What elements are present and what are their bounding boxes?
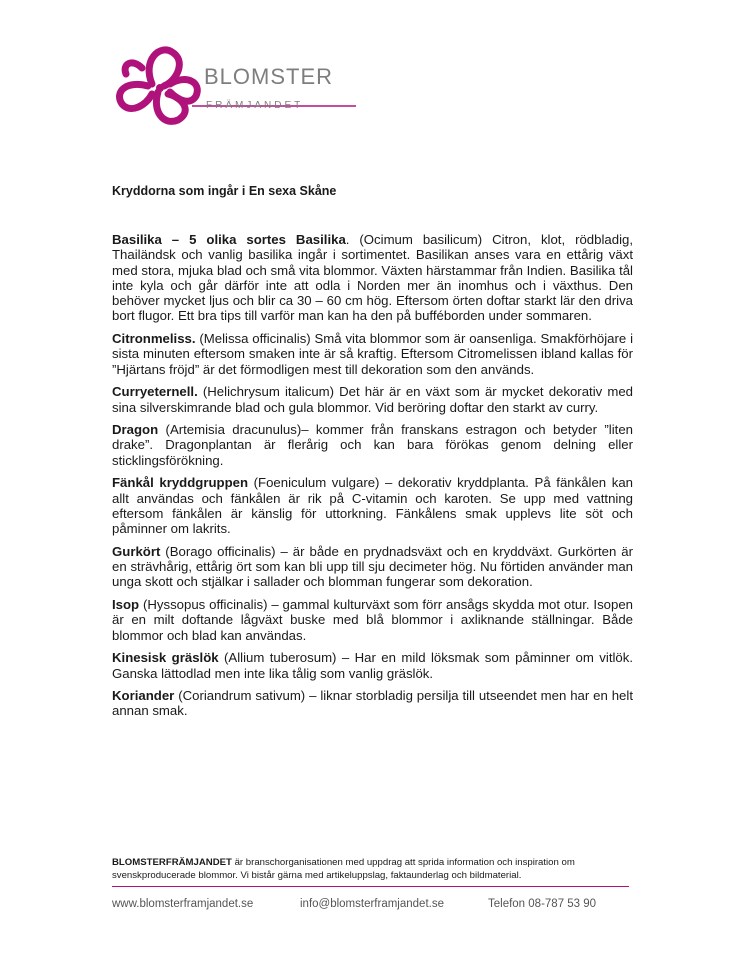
herb-description: (Foeniculum vulgare) – dekorativ kryddplanta. På fänkålen kan allt användas och fänkålen är rik på C-vitamin och karoten. Se upp med vattning eftersom fänkålen är känslig för uttorkning. Fänkålens smak upplevs lite söt och påminner om lakrits. xyxy=(112,475,633,537)
herb-entry-citronmeliss xyxy=(112,331,633,377)
herb-name: Dragon xyxy=(112,422,159,438)
herb-entry-curryeternell xyxy=(112,384,633,415)
herb-name: Gurkört xyxy=(112,543,161,559)
herb-entry-isop xyxy=(112,597,633,643)
footer-about-text: är branschorganisationen med uppdrag att sprida information och inspiration om svenskproducerade blommor. Vi bistår gärna med artikeluppslag, faktaunderlag och bildmaterial. xyxy=(112,857,575,881)
logo xyxy=(112,40,362,130)
herb-description: (Coriandrum sativum) – liknar storbladig persilja till utseendet men har en helt annan smak. xyxy=(112,688,633,719)
herb-name: Isop xyxy=(112,597,140,613)
footer-about xyxy=(112,857,637,882)
footer-phone: Telefon 08-787 53 90 xyxy=(488,898,597,910)
herb-entry-kinesisk-graslok xyxy=(112,650,633,681)
herb-description: (Melissa officinalis) Små vita blommor som är oansenliga. Smakförhöjare i sista minuten eftersom smaken inte är så kraftig. Eftersom Citromelissen ibland kallas för ”Hjärtans fröjd” är det förmodligen mest till dekoration som den används. xyxy=(112,331,633,377)
footer-website-link[interactable]: www.blomsterframjandet.se xyxy=(112,898,254,910)
herb-description: (Helichrysum italicum) Det här är en växt som är mycket dekorativ med sina silverskimrande blad och gula blommor. Vid beröring doftar den starkt av curry. xyxy=(112,384,633,415)
logo-subtitle: FRÄMJANDET xyxy=(206,100,304,111)
herb-entry-fankal xyxy=(112,475,633,536)
logo-wordmark: BLOMSTER xyxy=(204,64,334,89)
herb-entry-basilika xyxy=(112,232,633,324)
herb-name: Fänkål kryddgruppen xyxy=(112,475,249,491)
herb-name: Citronmeliss. xyxy=(112,331,196,347)
herb-description: (Borago officinalis) – är både en prydnadsväxt och en kryddväxt. Gurkörten är en strävhårig, ettårig ört som kan bli upp till sju decimeter hög. Nu förtiden använder man unga skott och stjälkar i sallader och blomman fungerar som dekoration. xyxy=(112,543,633,590)
herb-description: (Artemisia dracunulus)– kommer från franskans estragon och betyder ”liten drake”. Dragonplantan är flerårig och kan bara förökas genom delning eller sticklingsförökning. xyxy=(112,422,633,468)
herb-name: Kinesisk gräslök xyxy=(112,650,219,666)
herb-list xyxy=(112,232,633,726)
herb-description: (Allium tuberosum) – Har en mild löksmak som påminner om vitlök. Ganska lättodlad men inte lika tålig som vanlig gräslök. xyxy=(112,650,634,681)
footer-org-name: BLOMSTERFRÄMJANDET xyxy=(112,857,232,868)
herb-name: Curryeternell. xyxy=(112,384,198,400)
herb-entry-koriander xyxy=(112,688,633,719)
herb-entry-dragon xyxy=(112,422,633,468)
page-title: Kryddorna som ingår i En sexa Skåne xyxy=(112,184,337,198)
herb-name: Koriander xyxy=(112,688,175,704)
herb-description: (Hyssopus officinalis) – gammal kulturväxt som förr ansågs skydda mot otur. Isopen är en milt doftande lågväxt buske med blå blommor i axliknande ställningar. Både blommor och blad kan användas. xyxy=(112,597,633,643)
footer-divider xyxy=(112,886,629,887)
footer-email-link[interactable]: info@blomsterframjandet.se xyxy=(300,898,444,910)
herb-description: . (Ocimum basilicum) Citron, klot, rödbladig, Thailändsk och vanlig basilika ingår i sortimentet. Basilikan anses vara en ettårig växt med stora, mjuka blad och små vita blommor. Växten härstammar från Indien. Basilika tål inte kyla och går därför inte att odla i Norden mer än inomhus och i växthus. Den behöver mycket ljus och blir ca 30 – 60 cm hög. Eftersom örten doftar starkt lär den driva bort flugor. Ett bra tips till varför man kan ha den på bufféborden under sommaren. xyxy=(112,232,633,324)
herb-name: Basilika – 5 olika sortes Basilika xyxy=(112,232,346,247)
herb-entry-gurkort xyxy=(112,544,633,590)
